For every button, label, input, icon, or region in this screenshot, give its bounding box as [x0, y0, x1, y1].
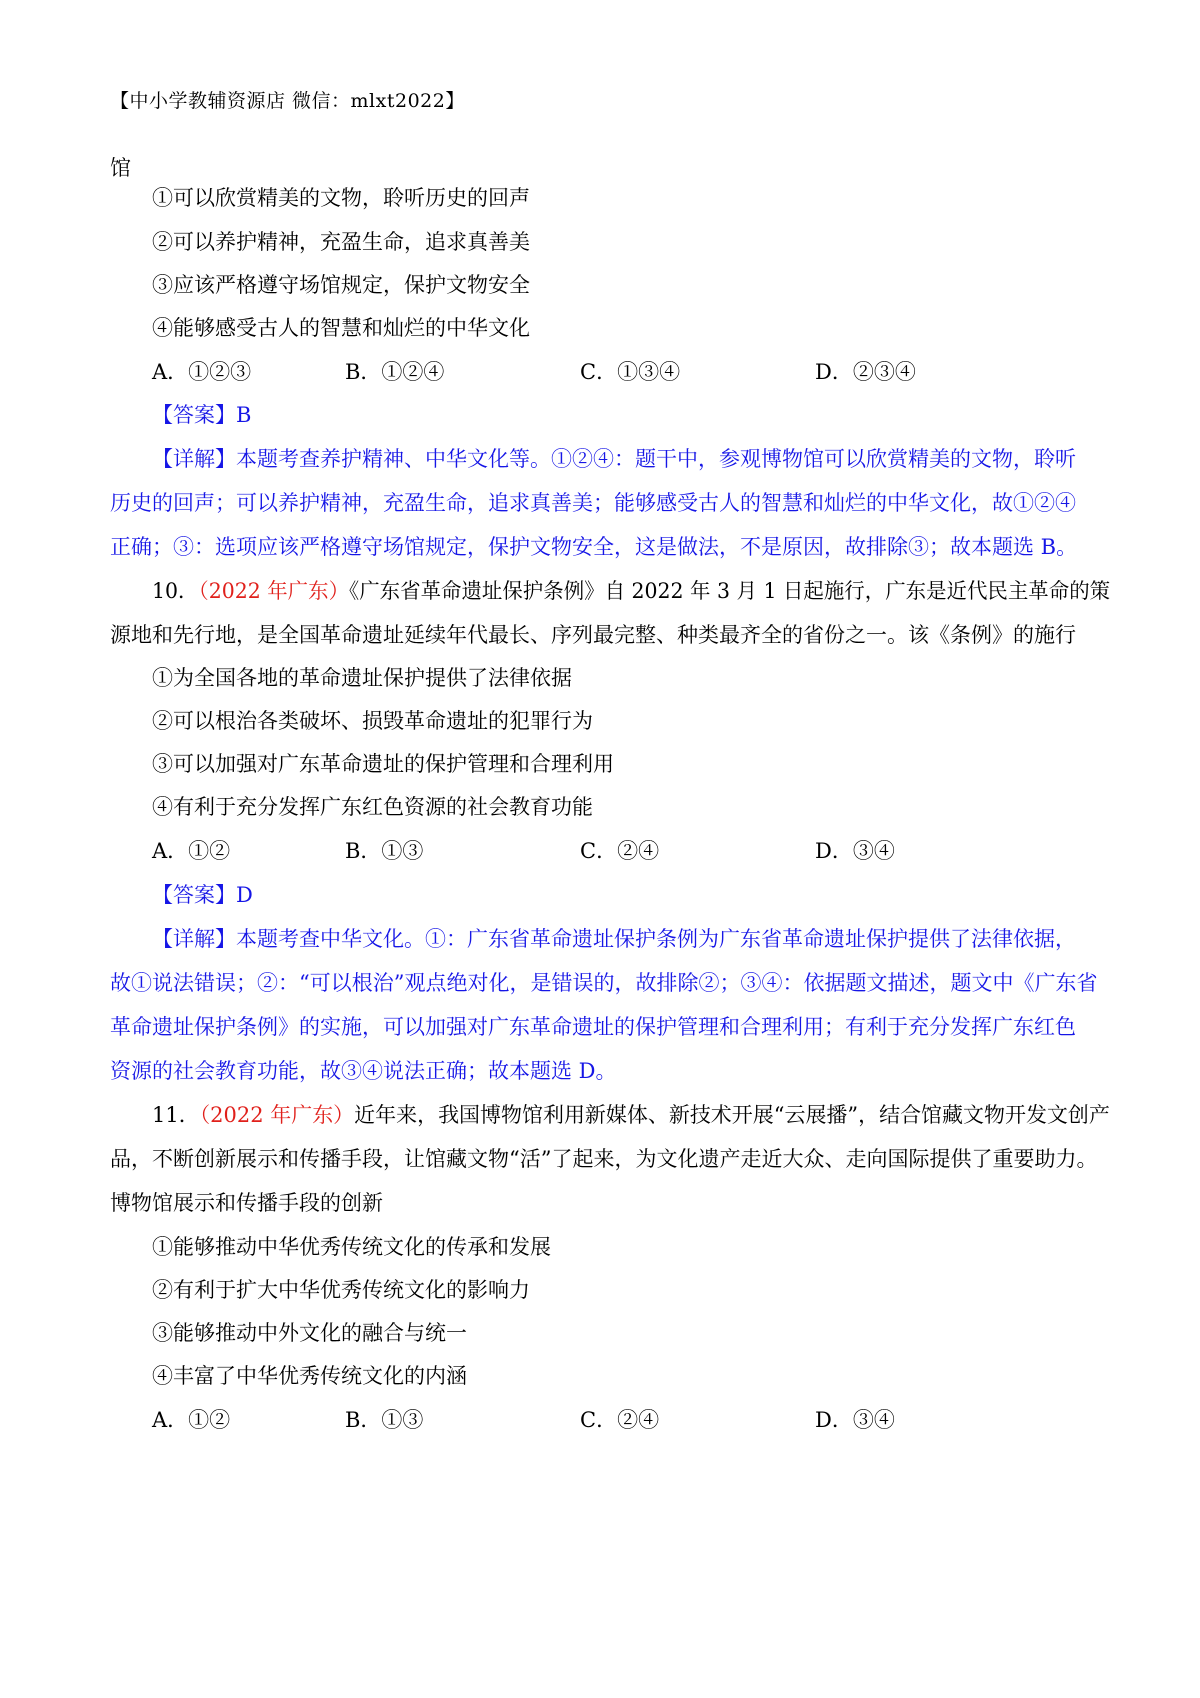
- q10-detail-line-3: 革命遗址保护条例》的实施，可以加强对广东革命遗址的保护管理和合理利用；有利于充分发挥广东红色: [110, 1015, 1076, 1039]
- q9-detail-line-3: 正确；③：选项应该严格遵守场馆规定，保护文物安全，这是做法，不是原因，故排除③；故本题选 B。: [110, 535, 1078, 559]
- q10-item-4: ④有利于充分发挥广东红色资源的社会教育功能: [152, 795, 593, 819]
- page-header: 【中小学教辅资源店 微信：mlxt2022】: [110, 90, 465, 112]
- q10-item-1: ①为全国各地的革命遗址保护提供了法律依据: [152, 666, 572, 690]
- q9-option-a: A．①②③: [152, 360, 252, 384]
- q10-option-c: C．②④: [580, 839, 660, 863]
- q9-item-2: ②可以养护精神，充盈生命，追求真善美: [152, 230, 530, 254]
- q11-stem-text: 近年来，我国博物馆利用新媒体、新技术开展“云展播”，结合馆藏文物开发文创产: [354, 1103, 1110, 1127]
- q9-item-1: ①可以欣赏精美的文物，聆听历史的回声: [152, 186, 530, 210]
- q11-item-1: ①能够推动中华优秀传统文化的传承和发展: [152, 1235, 551, 1259]
- q10-option-d: D．③④: [815, 839, 895, 863]
- q9-option-b: B．①②④: [345, 360, 445, 384]
- q11-number: 11．: [152, 1103, 200, 1127]
- q11-item-3: ③能够推动中外文化的融合与统一: [152, 1321, 467, 1345]
- q11-item-2: ②有利于扩大中华优秀传统文化的影响力: [152, 1278, 530, 1302]
- q10-stem-line-2: 源地和先行地，是全国革命遗址延续年代最长、序列最完整、种类最齐全的省份之一。该《条例》的施行: [110, 623, 1076, 647]
- q10-detail-line-2: 故①说法错误；②：“可以根治”观点绝对化，是错误的，故排除②；③④：依据题文描述，题文中《广东省: [110, 971, 1098, 995]
- q11-item-4: ④丰富了中华优秀传统文化的内涵: [152, 1364, 467, 1388]
- q10-answer: 【答案】D: [152, 883, 253, 907]
- q9-answer: 【答案】B: [152, 403, 252, 427]
- q11-source: （2022 年广东）: [199, 1103, 355, 1127]
- q9-option-d: D．②③④: [815, 360, 916, 384]
- q11-stem-line-1: [152, 1100, 1110, 1130]
- q11-option-a: A．①②: [152, 1408, 231, 1432]
- q10-option-b: B．①③: [345, 839, 424, 863]
- q9-detail-line-2: 历史的回声；可以养护精神，充盈生命，追求真善美；能够感受古人的智慧和灿烂的中华文化，故①②④: [110, 491, 1076, 515]
- q9-detail-line-1: 【详解】本题考查养护精神、中华文化等。①②④：题干中，参观博物馆可以欣赏精美的文物，聆听: [152, 447, 1076, 471]
- q9-option-c: C．①③④: [580, 360, 681, 384]
- q11-stem-line-3: 博物馆展示和传播手段的创新: [110, 1191, 383, 1215]
- q10-item-2: ②可以根治各类破坏、损毁革命遗址的犯罪行为: [152, 709, 593, 733]
- q11-option-c: C．②④: [580, 1408, 660, 1432]
- q10-number: 10．: [152, 579, 199, 603]
- q10-stem-line-1: [152, 576, 1110, 606]
- q10-option-a: A．①②: [152, 839, 231, 863]
- continuation-text: 馆: [110, 156, 131, 180]
- q9-item-4: ④能够感受古人的智慧和灿烂的中华文化: [152, 316, 530, 340]
- q10-source: （2022 年广东）: [198, 579, 350, 603]
- q10-detail-line-4: 资源的社会教育功能，故③④说法正确；故本题选 D。: [110, 1059, 617, 1083]
- q10-item-3: ③可以加强对广东革命遗址的保护管理和合理利用: [152, 752, 614, 776]
- q11-option-b: B．①③: [345, 1408, 424, 1432]
- q9-item-3: ③应该严格遵守场馆规定，保护文物安全: [152, 273, 530, 297]
- q10-stem-text: 《广东省革命遗址保护条例》自 2022 年 3 月 1 日起施行，广东是近代民主革命的策: [349, 579, 1111, 603]
- q10-detail-line-1: 【详解】本题考查中华文化。①：广东省革命遗址保护条例为广东省革命遗址保护提供了法律依据，: [152, 927, 1076, 951]
- q11-option-d: D．③④: [815, 1408, 895, 1432]
- q11-stem-line-2: 品，不断创新展示和传播手段，让馆藏文物“活”了起来，为文化遗产走近大众、走向国际提供了重要助力。: [110, 1147, 1098, 1171]
